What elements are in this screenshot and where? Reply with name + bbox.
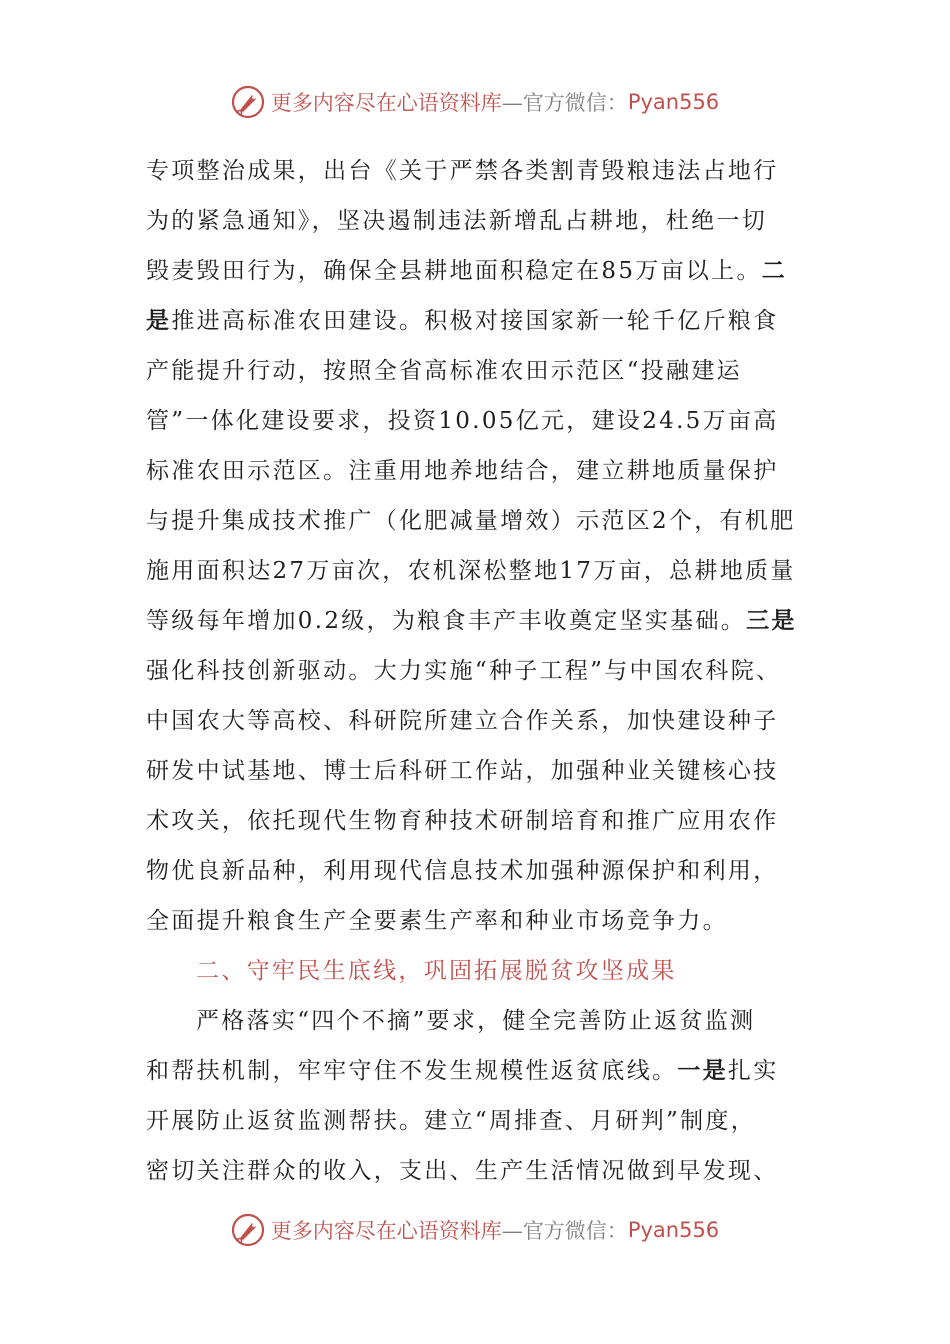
banner-wechat-id: Pyan556 xyxy=(627,1218,720,1242)
banner-wechat-label: —官方微信： xyxy=(501,1219,628,1243)
text-segment: 扎实 xyxy=(727,1058,779,1084)
bold-marker: 三是 xyxy=(746,607,797,634)
text-segment: 密切关注群众的收入，支出、生产生活情况做到早发现、 xyxy=(146,1158,779,1184)
text-line xyxy=(146,1146,806,1196)
text-segment: 研发中试基地、博士后科研工作站，加强种业关键核心技 xyxy=(146,758,779,784)
text-segment: 推进高标准农田建设。积极对接国家新一轮千亿斤粮食 xyxy=(171,308,779,334)
text-line xyxy=(146,296,806,346)
pen-nib-logo-icon xyxy=(231,1213,265,1247)
bold-marker: 是 xyxy=(146,307,172,334)
header-banner xyxy=(0,82,950,122)
text-segment: 物优良新品种，利用现代信息技术加强种源保护和利用， xyxy=(146,858,779,884)
text-segment: 和帮扶机制，牢牢守住不发生规模性返贫底线。 xyxy=(146,1058,678,1084)
text-line xyxy=(146,496,806,546)
banner-site-name: 更多内容尽在心语资料库 xyxy=(270,1219,502,1243)
text-line xyxy=(146,796,806,846)
text-segment: 为的紧急通知》，坚决遏制违法新增乱占耕地，杜绝一切 xyxy=(146,208,767,234)
bold-marker: 二 xyxy=(761,257,788,284)
section-heading xyxy=(146,946,806,996)
pen-nib-logo-icon xyxy=(231,85,265,119)
footer-banner xyxy=(0,1210,950,1250)
text-segment: 中国农大等高校、科研院所建立合作关系，加快建设种子 xyxy=(146,708,779,734)
text-line xyxy=(146,1046,806,1096)
text-segment: 术攻关，依托现代生物育种技术研制培育和推广应用农作 xyxy=(146,808,779,834)
text-segment: 二、守牢民生底线，巩固拓展脱贫攻坚成果 xyxy=(196,958,677,984)
text-line xyxy=(146,396,806,446)
text-segment: 开展防止返贫监测帮扶。建立“周排查、月研判”制度， xyxy=(146,1108,757,1134)
text-line xyxy=(146,346,806,396)
text-line xyxy=(146,846,806,896)
text-line xyxy=(146,546,806,596)
text-segment: 毁麦毁田行为，确保全县耕地面积稳定在85万亩以上。 xyxy=(146,258,762,284)
bold-marker: 一是 xyxy=(677,1057,728,1084)
text-line xyxy=(146,596,806,646)
text-segment: 管”一体化建设要求，投资10.05亿元，建设24.5万亩高 xyxy=(146,408,779,434)
text-line xyxy=(146,746,806,796)
text-line xyxy=(146,196,806,246)
text-segment: 强化科技创新驱动。大力实施“种子工程”与中国农科院、 xyxy=(146,658,782,684)
banner-wechat-id: Pyan556 xyxy=(627,90,720,114)
text-line xyxy=(146,146,806,196)
text-segment: 等级每年增加0.2级，为粮食丰产丰收奠定坚实基础。 xyxy=(146,608,747,634)
text-line xyxy=(146,446,806,496)
text-segment: 施用面积达27万亩次，农机深松整地17万亩，总耕地质量 xyxy=(146,558,796,584)
banner-site-name: 更多内容尽在心语资料库 xyxy=(270,91,502,115)
text-line xyxy=(146,896,806,946)
text-segment: 与提升集成技术推广（化肥减量增效）示范区2个，有机肥 xyxy=(146,508,796,534)
text-segment: 专项整治成果，出台《关于严禁各类割青毁粮违法占地行 xyxy=(146,158,779,184)
text-segment: 全面提升粮食生产全要素生产率和种业市场竞争力。 xyxy=(146,908,728,934)
text-segment: 产能提升行动，按照全省高标准农田示范区“投融建运 xyxy=(146,358,742,384)
text-line xyxy=(146,1096,806,1146)
text-line xyxy=(146,646,806,696)
text-line xyxy=(146,246,806,296)
document-body xyxy=(146,146,806,1196)
text-segment: 标准农田示范区。注重用地养地结合，建立耕地质量保护 xyxy=(146,458,779,484)
text-line xyxy=(146,996,806,1046)
text-segment: 严格落实“四个不摘”要求，健全完善防止返贫监测 xyxy=(196,1008,756,1034)
text-line xyxy=(146,696,806,746)
banner-wechat-label: —官方微信： xyxy=(501,91,628,115)
